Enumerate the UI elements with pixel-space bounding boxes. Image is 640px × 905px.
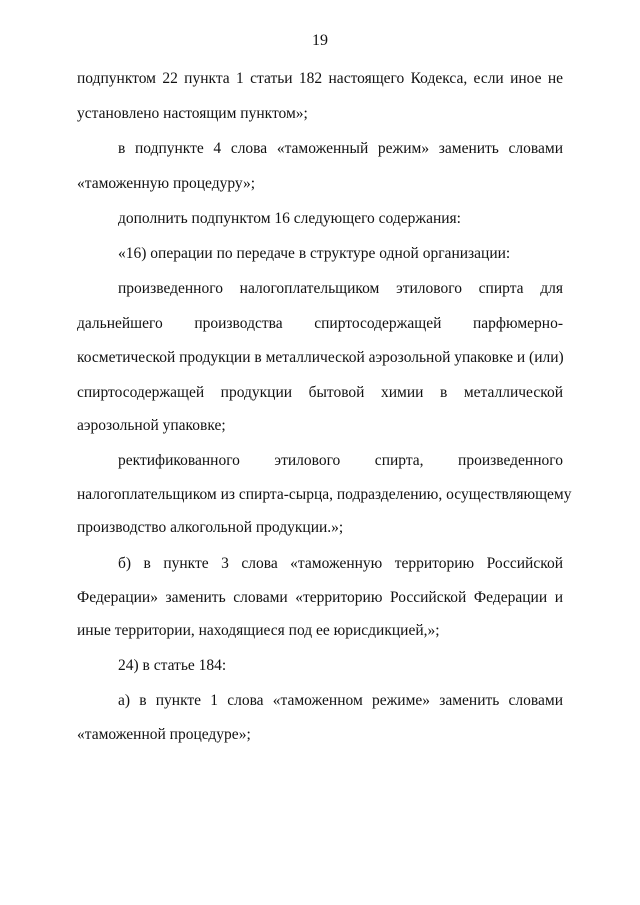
text-line: «таможенной процедуре»; (77, 726, 251, 743)
text-line: установлено настоящим пунктом»; (77, 105, 308, 122)
text-line: а) в пункте 1 слова «таможенном режиме» заменить словами (118, 692, 563, 709)
text-line: произведенного налогоплательщиком этилового спирта для (118, 280, 563, 297)
text-line: дальнейшего производства спиртосодержащей парфюмерно- (77, 315, 563, 332)
text-line: аэрозольной упаковке; (77, 417, 226, 434)
text-line: косметической продукции в металлической аэрозольной упаковке и (или) (77, 349, 564, 366)
text-line: подпунктом 22 пункта 1 статьи 182 настоящего Кодекса, если иное не (77, 70, 563, 87)
text-line: спиртосодержащей продукции бытовой химии в металлической (77, 384, 563, 401)
text-line: Федерации» заменить словами «территорию Российской Федерации и (77, 589, 563, 606)
text-line: ректификованного этилового спирта, произведенного (118, 452, 563, 469)
text-line: в подпункте 4 слова «таможенный режим» заменить словами (118, 140, 563, 157)
text-line: производство алкогольной продукции.»; (77, 519, 344, 536)
text-line: «таможенную процедуру»; (77, 175, 256, 192)
text-line: иные территории, находящиеся под ее юрисдикцией,»; (77, 622, 440, 639)
text-line: 24) в статье 184: (118, 657, 227, 674)
text-line: дополнить подпунктом 16 следующего содержания: (118, 210, 461, 227)
page-number: 19 (312, 32, 328, 49)
text-line: «16) операции по передаче в структуре одной организации: (118, 245, 511, 262)
text-line: налогоплательщиком из спирта-сырца, подразделению, осуществляющему (77, 486, 572, 503)
text-line: б) в пункте 3 слова «таможенную территорию Российской (118, 555, 563, 572)
